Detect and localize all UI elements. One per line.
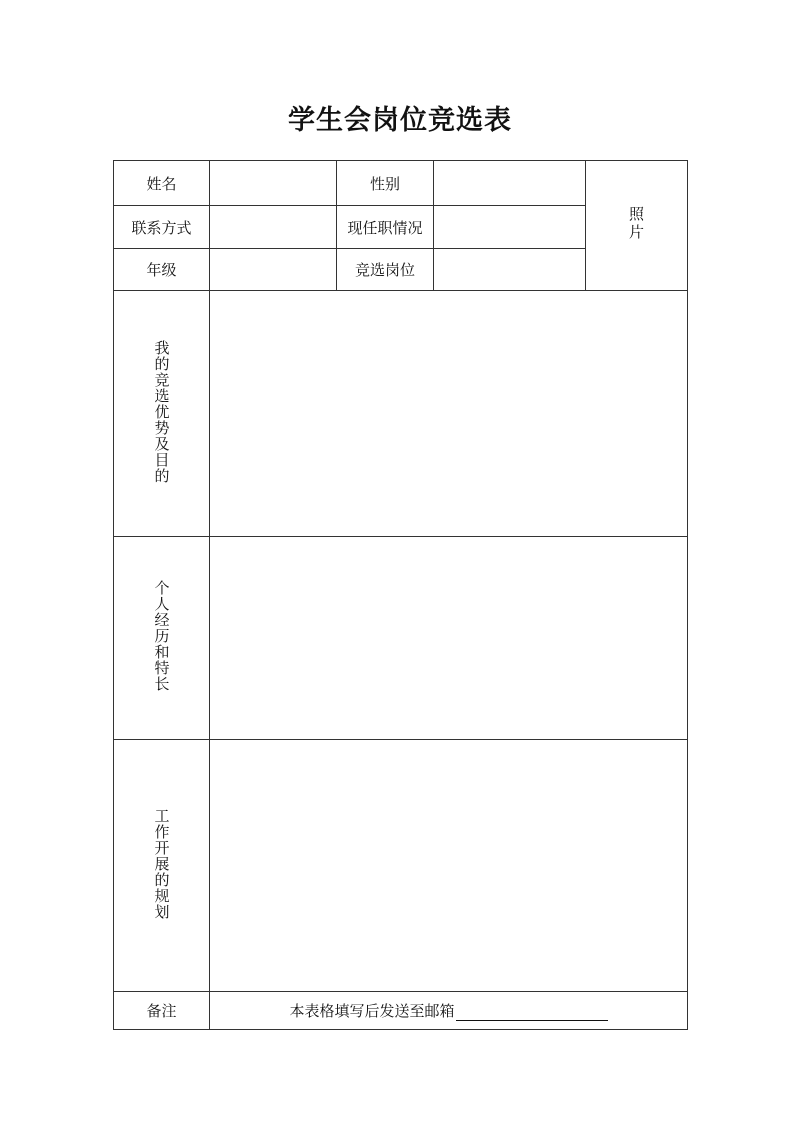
experience-field[interactable]: [210, 537, 688, 740]
remarks-text: 本表格填写后发送至邮箱: [289, 1002, 455, 1020]
election-form-table: [113, 160, 688, 1030]
target-position-field[interactable]: [434, 249, 586, 291]
experience-label: 个人经历和特长: [152, 580, 171, 692]
advantages-label-cell: [114, 291, 210, 537]
remarks-label: 备注: [114, 992, 210, 1030]
remarks-note: [289, 1000, 607, 1021]
contact-field[interactable]: [210, 206, 337, 249]
email-blank-line[interactable]: [456, 1004, 608, 1021]
photo-label: 照片: [627, 205, 645, 242]
plan-label-cell: [114, 740, 210, 992]
remarks-cell: [210, 992, 688, 1030]
row-remarks: [114, 992, 688, 1030]
grade-field[interactable]: [210, 249, 337, 291]
advantages-label: 我的竞选优势及目的: [152, 339, 171, 484]
row-advantages: [114, 291, 688, 537]
current-position-label: 现任职情况: [337, 206, 434, 249]
page-title: 学生会岗位竞选表: [288, 105, 512, 136]
plan-field[interactable]: [210, 740, 688, 992]
row-name-gender: [114, 161, 688, 206]
grade-label: 年级: [114, 249, 210, 291]
name-label: 姓名: [114, 161, 210, 206]
current-position-field[interactable]: [434, 206, 586, 249]
name-field[interactable]: [210, 161, 337, 206]
experience-label-cell: [114, 537, 210, 740]
gender-field[interactable]: [434, 161, 586, 206]
target-position-label: 竞选岗位: [337, 249, 434, 291]
gender-label: 性别: [337, 161, 434, 206]
plan-label: 工作开展的规划: [152, 807, 171, 920]
contact-label: 联系方式: [114, 206, 210, 249]
advantages-field[interactable]: [210, 291, 688, 537]
row-experience: [114, 537, 688, 740]
photo-box[interactable]: [586, 161, 688, 291]
row-plan: [114, 740, 688, 992]
